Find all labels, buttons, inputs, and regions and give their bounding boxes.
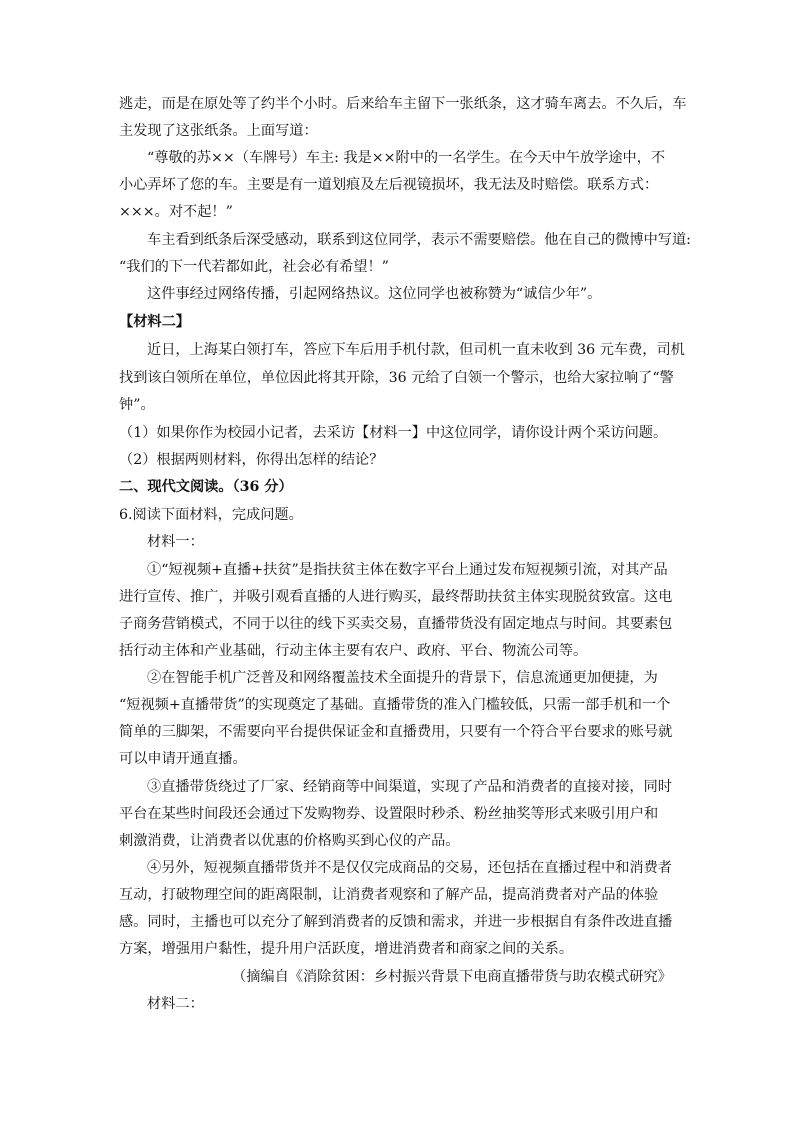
text-line: 方案，增强用户黏性，提升用户活跃度，增进消费者和商家之间的关系。 <box>119 941 574 957</box>
source-citation: （摘编自《消除贫困：乡村振兴背景下电商直播带货与助农模式研究》 <box>232 969 672 985</box>
text-line: 进行宣传、推广，并吸引观看直播的人进行购买，最终帮助扶贫主体实现脱贫致富。这电 <box>119 589 673 605</box>
text-line: “尊敬的苏××（车牌号）车主: 我是××附中的一名学生。在今天中午放学途中，不 <box>147 150 666 166</box>
text-line: “我们的下一代若都如此，社会必有希望！” <box>119 259 389 275</box>
text-line: 互动，打破物理空间的距离限制，让消费者观察和了解产品，提高消费者对产品的体验 <box>119 887 659 903</box>
text-line: 小心弄坏了您的车。主要是有一道划痕及左后视镜损坏，我无法及时赔偿。联系方式： <box>119 177 659 193</box>
text-line: ①“短视频+直播+扶贫”是指扶贫主体在数字平台上通过发布短视频引流，对其产品 <box>147 562 668 578</box>
text-line: 感。同时，主播也可以充分了解到消费者的反馈和需求，并进一步根据自有条件改进直播 <box>119 914 673 930</box>
text-line: 平台在某些时间段还会通过下发购物券、设置限时秒杀、粉丝抽奖等形式来吸引用户和 <box>119 806 659 822</box>
text-line: 近日，上海某白领打车，答应下车后用手机付款，但司机一直未收到 36 元车费，司机 <box>147 342 685 358</box>
text-line: 车主看到纸条后深受感动，联系到这位同学，表示不需要赔偿。他在自己的微博中写道: <box>147 232 691 248</box>
section-heading: 【材料二】 <box>119 314 190 330</box>
text-line: ②在智能手机广泛普及和网络覆盖技术全面提升的背景下，信息流通更加便捷，为 <box>147 670 658 686</box>
text-line: 这件事经过网络传播，引起网络热议。这位同学也被称赞为“诚信少年”。 <box>147 286 602 302</box>
text-line: 简单的三脚架，不需要向平台提供保证金和直播费用，只要有一个符合平台要求的账号就 <box>119 724 673 740</box>
text-line: ④另外，短视频直播带货并不是仅仅完成商品的交易，还包括在直播过程中和消费者 <box>147 860 672 876</box>
text-line: ③直播带货绕过了厂家、经销商等中间渠道，实现了产品和消费者的直接对接，同时 <box>147 779 672 795</box>
text-line: 钟”。 <box>119 397 155 413</box>
question-item: （1）如果你作为校园小记者，去采访【材料一】中这位同学，请你设计两个采访问题。 <box>119 425 668 441</box>
text-line: “短视频+直播带货”的实现奠定了基础。直播带货的准入门槛较低，只需一部手机和一个 <box>119 697 671 713</box>
text-line: 子商务营销模式，不同于以往的线下买卖交易，直播带货没有固定地点与时间。其要素包 <box>119 616 673 632</box>
text-line: 找到该白领所在单位，单位因此将其开除，36 元给了白领一个警示，也给大家拉响了“警 <box>119 370 674 386</box>
text-line: ×××。对不起！” <box>119 204 233 220</box>
question-item: （2）根据两则材料，你得出怎样的结论？ <box>119 452 384 468</box>
material-label: 材料一： <box>147 534 204 550</box>
text-line: 逃走，而是在原处等了约半个小时。后来给车主留下一张纸条，这才骑车离去。不久后，车 <box>119 96 687 112</box>
text-line: 主发现了这张纸条。上面写道： <box>119 123 318 139</box>
text-line: 括行动主体和产业基础，行动主体主要有农户、政府、平台、物流公司等。 <box>119 643 588 659</box>
question-prompt: 6.阅读下面材料，完成问题。 <box>119 507 303 523</box>
text-line: 可以申请开通直播。 <box>119 751 247 767</box>
section-heading: 二、现代文阅读。（36 分） <box>119 479 293 495</box>
material-label: 材料二： <box>147 996 204 1012</box>
text-line: 刺激消费，让消费者以优惠的价格购买到心仪的产品。 <box>119 833 460 849</box>
